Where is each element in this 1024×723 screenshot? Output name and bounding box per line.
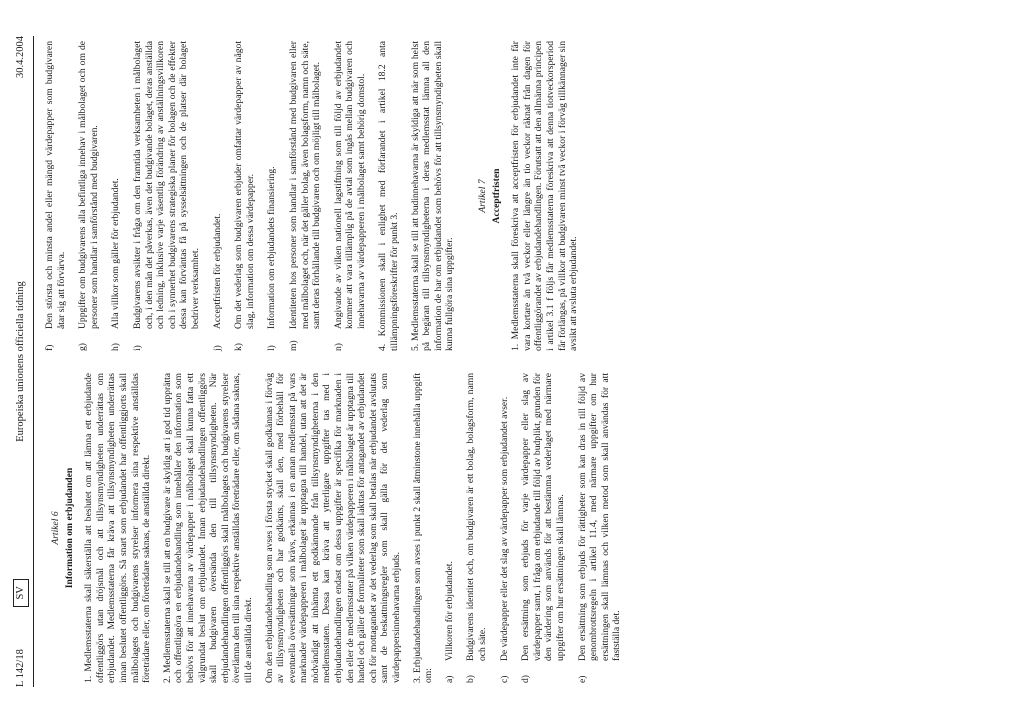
item-text: Angivande av vilken nationell lagstiftning som till följd av erbjudandet kommer att vara tillämplig på de avtal som ingås mellan budgivaren och innehavarna av värdepapperen i målbolaget samt behörig domstol. xyxy=(332,41,367,329)
article-6-para-4: 4. Kommissionen skall i enlighet med förfarandet i artikel 18.2 anta tillämpningsföreskrifter för punkt 3. xyxy=(377,41,401,351)
article-6-number: Artikel 6 xyxy=(50,511,61,545)
item-label: e) xyxy=(576,675,588,683)
list-item xyxy=(44,41,67,351)
header-date: 30.4.2004 xyxy=(15,36,26,78)
item-label: n) xyxy=(332,343,344,351)
language-badge: SV xyxy=(13,579,29,606)
header-rule xyxy=(33,36,34,687)
item-label: i) xyxy=(131,345,143,351)
item-text: Den största och minsta andel eller mängd värdepapper som budgivaren åtar sig att förvärva. xyxy=(44,41,67,329)
item-text: Budgivarens avsikter i fråga om den framtida verksamheten i målbolaget och, i den mån det påverkas, även det budgivande bolaget, deras anställda och ledning, inklusive varje väsentlig förändring av anställningsvillkoren och i synnerhet budgivarens strategiska planer för bolagen och de effekter dessa kan förväntas få på sysselsättningen och de platser där bolaget bedriver verksamhet. xyxy=(131,41,201,329)
list-item xyxy=(465,373,488,683)
item-label: l) xyxy=(266,345,278,351)
article-6-para-5: 5. Medlemsstaterna skall se till att budinnehavarna är skyldiga att när som helst på begäran till tillsynsmyndigheterna i deras medlemsstat lämna all den information de har om erbjudandet som behövs för att tillsynsmyndigheten skall kunna fullgöra sina uppgifter. xyxy=(409,41,456,351)
item-text: Villkoren för erbjudandet. xyxy=(443,561,455,661)
list-item xyxy=(77,41,100,351)
item-text: Identiteten hos personer som handlar i samförstånd med budgivaren eller med målbolaget och, när det gäller bolag, även bolagsform, namn och säte, samt deras förhållande till budgivaren och om möjligt till målbolaget. xyxy=(287,41,323,329)
item-label: f) xyxy=(44,344,55,351)
list-item xyxy=(499,373,511,683)
item-label: k) xyxy=(233,343,245,351)
item-text: Alla villkor som gäller för erbjudandet. xyxy=(110,178,122,329)
article-7-title: Acceptfristen xyxy=(490,168,502,224)
journal-ref: L 142/18 xyxy=(15,649,26,687)
list-item xyxy=(444,373,456,683)
list-item xyxy=(233,41,256,351)
item-text: Budgivarens identitet och, om budgivaren är ett bolag, bolagsform, namn och säte. xyxy=(465,373,488,661)
item-label: g) xyxy=(77,343,89,351)
item-text: Information om erbjudandets finansiering. xyxy=(266,166,278,329)
article-6-para-1: 1. Medlemsstaterna skall säkerställa att beslutet om att lämna ett erbjudande offentliggörs utan dröjsmål och att tillsynsmyndigheten underrättas om erbjudandet. Medlemsstaterna får kräva att tillsynsmyndigheten underrättas innan beslutet offentliggörs. Så snart som erbjudandet har offentliggjorts skall målbolagets och budgivarens styrelser informera sina respektive anställdas företrädare eller, om företrädare saknas, de anställda direkt. xyxy=(83,373,153,683)
journal-title: Europeiska unionens officiella tidning xyxy=(15,281,26,442)
list-item xyxy=(520,373,566,683)
article-7-para-1: 1. Medlemsstaterna skall föreskriva att acceptfristen för erbjudandet inte får vara kortare än två veckor eller längre än tio veckor räknat från dagen för offentliggörandet av erbjudandehandlingen. Förutsatt att den allmänna principen i artikel 3.1 f följs får medlemsstaterna föreskriva att denna tiotveckorsperiod får förlängas, på villkor att budgivaren minst två veckor i förväg tillkännager sin avsikt att avsluta erbjudandet. xyxy=(510,41,580,351)
list-item xyxy=(132,41,202,351)
item-text: De värdepapper eller det slag av värdepapper som erbjudandet avser. xyxy=(498,396,510,661)
list-item xyxy=(333,41,368,351)
article-6-para-3: 3. Erbjudandehandlingen som avses i punkt 2 skall åtminstone innehålla uppgift om: xyxy=(411,373,435,683)
item-label: a) xyxy=(443,675,455,683)
item-text: Den ersättning som erbjuds för rättigheter som kan dras in till följd av genombrottsregeln i artikel 11.4, med närmare uppgifter om hur ersättningen skall lämnas och vilken metod som skall användas för att fastställa det. xyxy=(576,373,623,661)
left-column xyxy=(44,373,633,683)
list-item xyxy=(288,41,323,351)
item-label: j) xyxy=(211,345,223,351)
item-text: Uppgifter om budgivarens alla befintliga innehav i målbolaget och om de personer som handlar i samförstånd med budgivaren. xyxy=(77,41,100,329)
item-label: b) xyxy=(465,675,477,683)
right-column xyxy=(44,41,589,351)
list-item xyxy=(266,41,278,351)
article-6-para-2: 2. Medlemsstaterna skall se till att en budgivare är skyldig att i god tid upprätta och offentliggöra en erbjudandehandling som innehåller den information som behövs för att innehavarna av värdepapper i målbolaget skall kunna fatta ett välgrundat beslut om erbjudandet. Innan erbjudandehandlingen offentliggörs skall budgivaren översända den till tillsynsmyndigheten. När erbjudandehandlingen offentliggörs skall målbolagets och budgivarens styrelser överlämna den till sina respektive anställdas företrädare eller, om sådana saknas, till de anställda direkt. xyxy=(161,373,254,683)
page-header xyxy=(12,36,30,687)
article-6-para-2b: Om den erbjudandehandling som avses i första stycket skall godkännas i förväg av tillsynsmyndigheten och har godkänts, skall den, med förbehåll för eventuella översättningar som krävs, erkännas i en annan medlemsstat på vars marknader värdepapperen i målbolaget är upptagna till handel, utan att det är nödvändigt att inhämta ett godkännande från tillsynsmyndigheterna i den medlemsstaten. Dessa kan kräva att ytterligare uppgifter tas med i erbjudandehandlingen endast om dessa uppgifter är specifika för marknaden i den eller de medlemsstater på vilken värdepapperen i målbolaget är upptagna till handel och gäller de formaliteter som skall iakttas för antagandet av erbjudandet och för mottagandet av det vederlag som skall betalas när erbjudandet avslutats samt de beskattningsregler som skall gälla för det vederlag som värdepappersinnehavarna erbjuds. xyxy=(263,373,403,683)
article-7-number: Artikel 7 xyxy=(477,179,489,213)
item-text: Acceptfristen för erbjudandet. xyxy=(211,213,223,329)
item-label: h) xyxy=(110,343,122,351)
article-6-title: Information om erbjudanden xyxy=(63,467,75,589)
item-label: d) xyxy=(520,675,532,683)
item-text: Den ersättning som erbjuds för varje värdepapper eller slag av värdepapper samt, i fråga om erbjudande till följd av budplikt, grunden för den värdering som används för att bestämma vederlaget med närmare uppgifter om hur ersättningen skall lämnas. xyxy=(520,373,566,661)
list-item xyxy=(212,41,224,351)
list-item xyxy=(577,373,623,683)
item-label: m) xyxy=(287,340,299,351)
item-text: Om det vederlag som budgivaren erbjuder omfattar värdepapper av något slag, information om dessa värdepapper. xyxy=(233,41,256,329)
list-item xyxy=(110,41,122,351)
item-label: c) xyxy=(498,675,510,683)
